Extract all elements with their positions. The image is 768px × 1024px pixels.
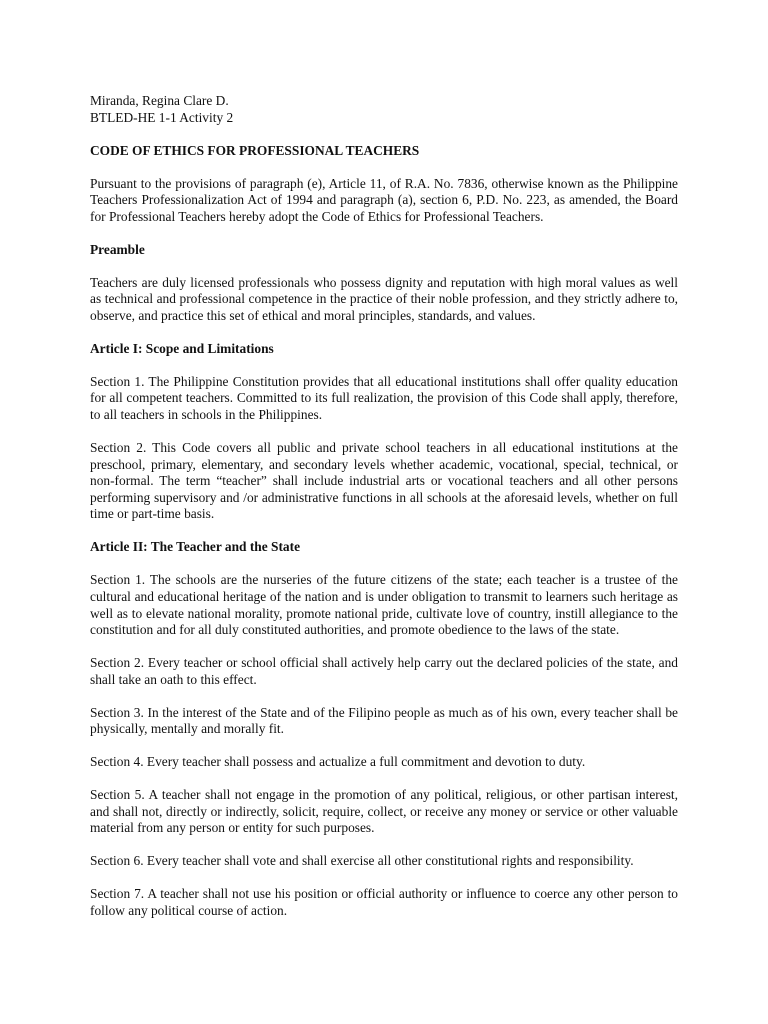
article-2-section-4: Section 4. Every teacher shall possess and actualize a full commitment and devotion to duty. <box>90 754 586 770</box>
course-activity: BTLED-HE 1-1 Activity 2 <box>90 109 234 125</box>
article-1-section-1: Section 1. The Philippine Constitution provides that all educational institutions shall offer quality education for all competent teachers. Committed to its full realization, the provision of this Code shall apply, therefore, to all teachers in schools in the Philippines. <box>90 373 678 423</box>
article-2-heading: Article II: The Teacher and the State <box>90 539 301 555</box>
article-1-heading: Article I: Scope and Limitations <box>90 340 274 356</box>
article-1-section-2: Section 2. This Code covers all public and private school teachers in all educational institutions at the preschool, primary, elementary, and secondary levels whether academic, vocational, special, technical, or non-formal. The term “teacher” shall include industrial arts or vocational teachers and all other persons performing supervisory and /or administrative functions in all schools at the aforesaid levels, whether on full time or part-time basis. <box>90 440 678 522</box>
author-name: Miranda, Regina Clare D. <box>90 93 229 108</box>
article-2-section-5: Section 5. A teacher shall not engage in the promotion of any political, religious, or other partisan interest, and shall not, directly or indirectly, solicit, require, collect, or receive any money or service or other valuable material from any person or entity for such purposes. <box>90 787 678 836</box>
article-2-section-1: Section 1. The schools are the nurseries of the future citizens of the state; each teacher is a trustee of the cultural and educational heritage of the nation and is under obligation to transmit to learners such heritage as well as to elevate national morality, promote national pride, cultivate love of country, instill allegiance to the constitution and for all duly constituted authorities, and promote obedience to the laws of the state. <box>90 572 678 638</box>
document-title: CODE OF ETHICS FOR PROFESSIONAL TEACHERS <box>90 142 420 158</box>
preamble-heading: Preamble <box>90 241 145 257</box>
article-2-section-3: Section 3. In the interest of the State and of the Filipino people as much as of his own, every teacher shall be physically, mentally and morally fit. <box>90 704 678 737</box>
article-2-section-6: Section 6. Every teacher shall vote and shall exercise all other constitutional rights and responsibility. <box>90 853 634 869</box>
author-header <box>90 93 678 126</box>
preamble-paragraph: Teachers are duly licensed professionals who possess dignity and reputation with high moral values as well as technical and professional competence in the practice of their noble profession, and they strictly adhere to, observe, and practice this set of ethical and moral principles, standards, and values. <box>90 274 678 323</box>
intro-paragraph: Pursuant to the provisions of paragraph (e), Article 11, of R.A. No. 7836, otherwise known as the Philippine Teachers Professionalization Act of 1994 and paragraph (a), section 6, P.D. No. 223, as amended, the Board for Professional Teachers hereby adopt the Code of Ethics for Professional Teachers. <box>90 175 678 224</box>
article-2-section-2: Section 2. Every teacher or school official shall actively help carry out the declared policies of the state, and shall take an oath to this effect. <box>90 655 678 687</box>
article-2-section-7: Section 7. A teacher shall not use his position or official authority or influence to coerce any other person to follow any political course of action. <box>90 886 678 919</box>
